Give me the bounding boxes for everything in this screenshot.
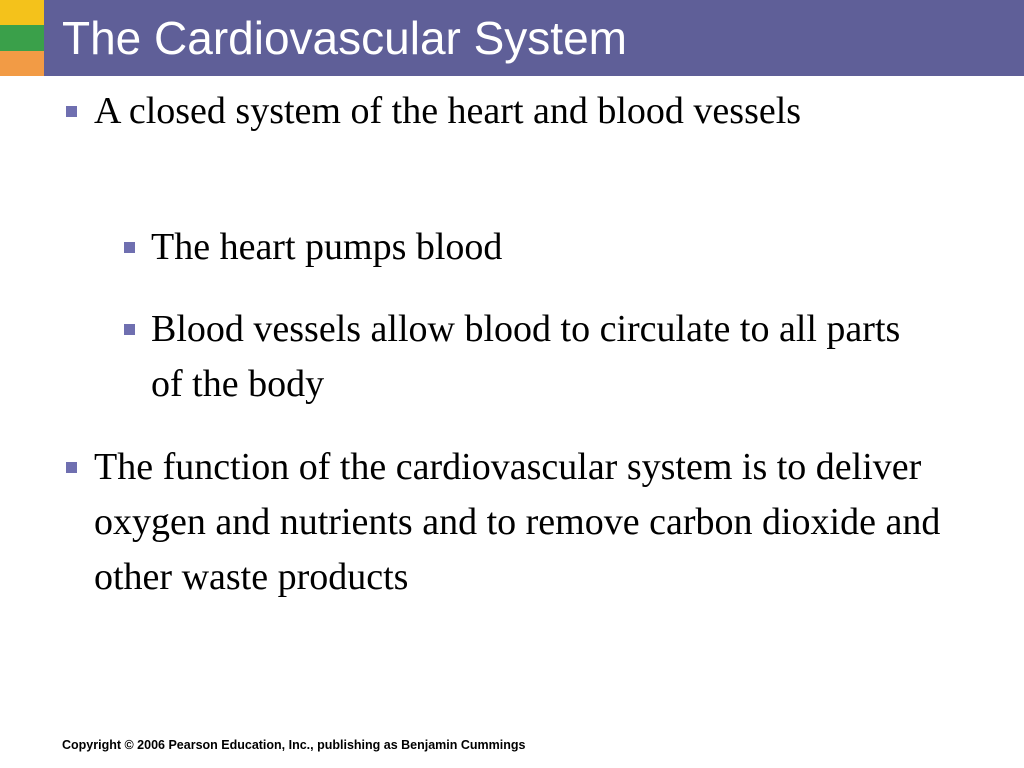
square-bullet-icon — [66, 106, 77, 117]
accent-green-block — [0, 25, 44, 51]
title-bar — [44, 0, 1024, 76]
slide-title: The Cardiovascular System — [62, 12, 627, 64]
square-bullet-icon — [66, 462, 77, 473]
bullet-text: The heart pumps blood — [151, 226, 503, 268]
bullet-text: A closed system of the heart and blood vessels — [94, 90, 802, 132]
accent-strip — [0, 0, 44, 76]
accent-yellow-block — [0, 0, 44, 25]
square-bullet-icon — [124, 242, 135, 253]
copyright-footer: Copyright © 2006 Pearson Education, Inc., publishing as Benjamin Cummings — [62, 738, 526, 752]
accent-orange-block — [0, 51, 44, 76]
square-bullet-icon — [124, 324, 135, 335]
bullet-text: The function of the cardiovascular system is to deliver oxygen and nutrients and to remove carbon dioxide and other waste products — [94, 446, 941, 598]
bullet-text: Blood vessels allow blood to circulate to all parts of the body — [151, 308, 901, 405]
